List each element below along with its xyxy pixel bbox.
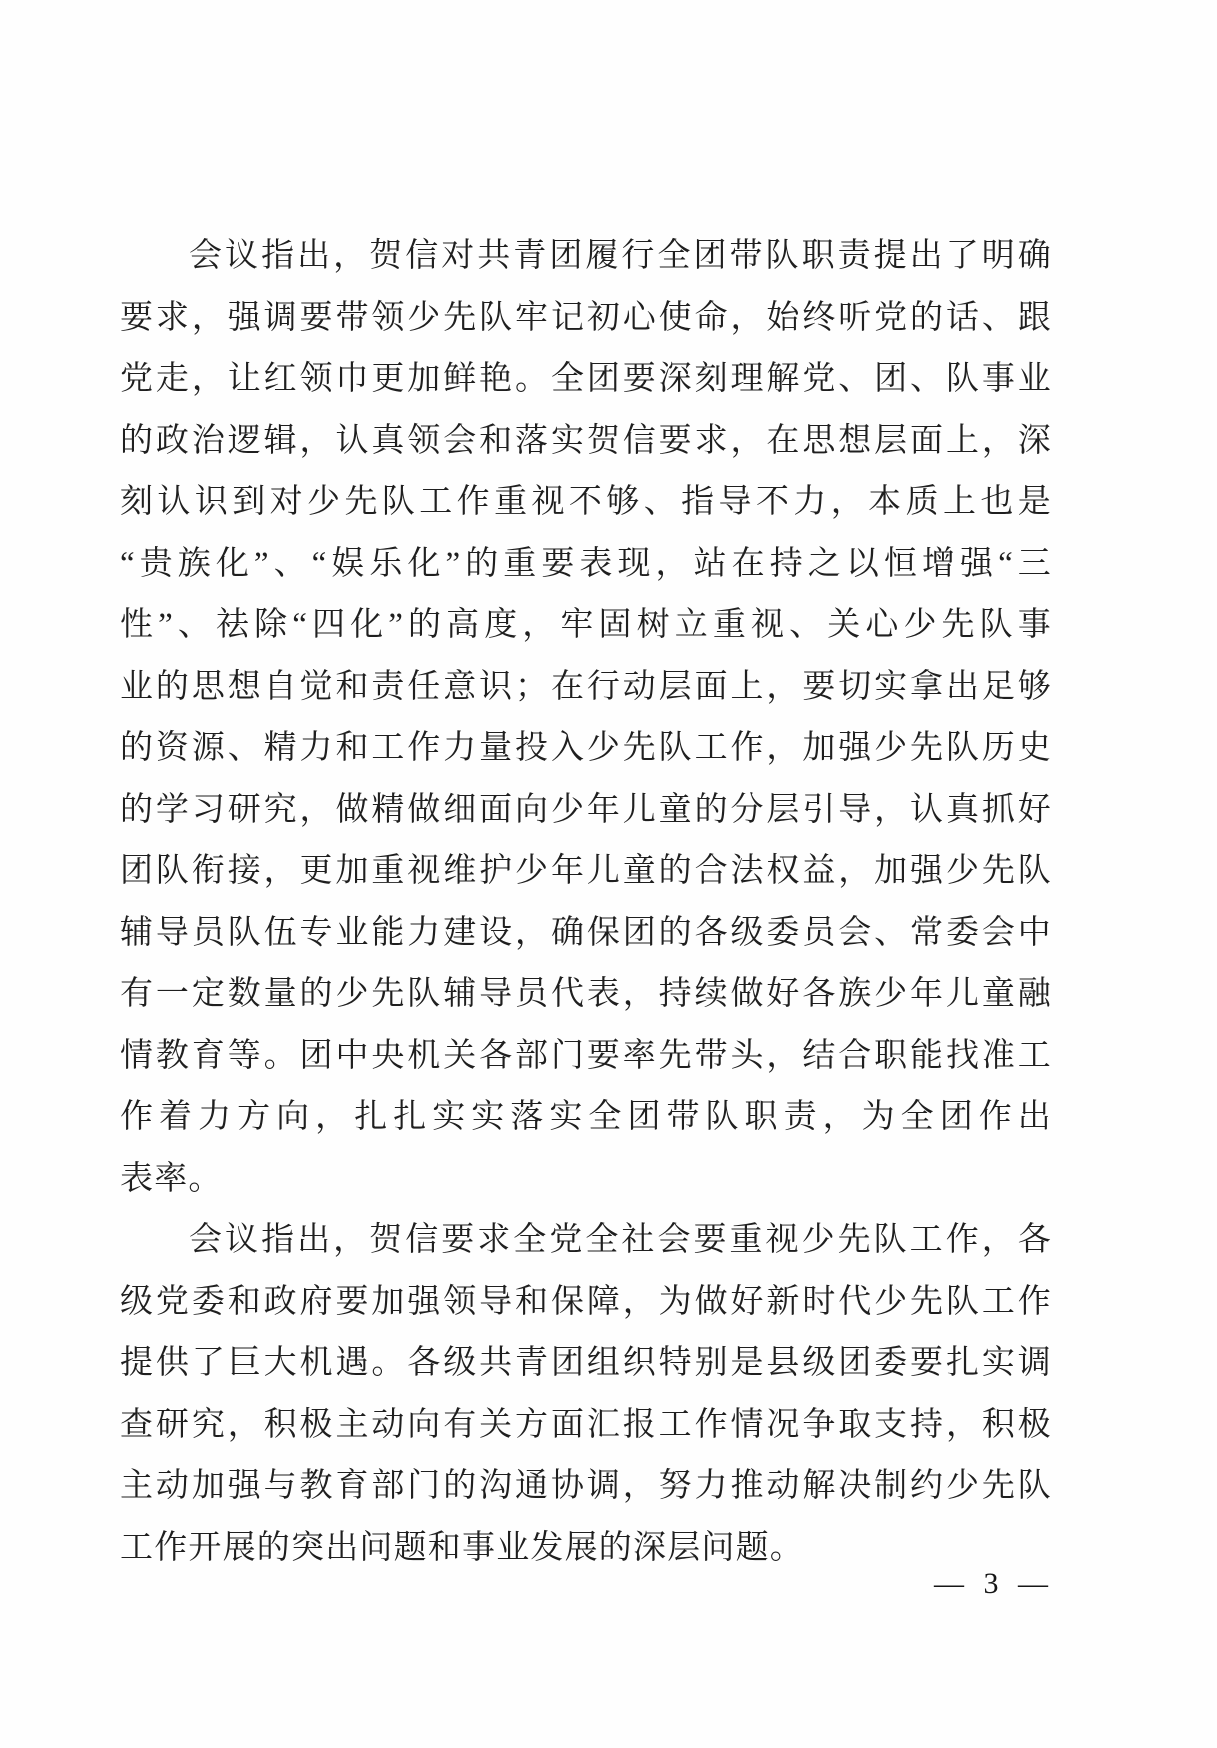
text-line: 作着力方向，扎扎实实落实全团带队职责，为全团作出 xyxy=(120,1099,1052,1135)
text-line: 的资源、精力和工作力量投入少先队工作，加强少先队历史 xyxy=(120,730,1052,766)
text-line: 查研究，积极主动向有关方面汇报工作情况争取支持，积极 xyxy=(120,1406,1052,1443)
text-line: 主动加强与教育部门的沟通协调，努力推动解决制约少先队 xyxy=(120,1468,1052,1504)
text-line: 有一定数量的少先队辅导员代表，持续做好各族少年儿童融 xyxy=(120,976,1052,1012)
text-line: 级党委和政府要加强领导和保障，为做好新时代少先队工作 xyxy=(120,1283,1052,1320)
text-line: 的政治逻辑，认真领会和落实贺信要求，在思想层面上，深 xyxy=(120,422,1052,459)
text-line: 提供了巨大机遇。各级共青团组织特别是县级团委要扎实调 xyxy=(120,1345,1052,1381)
paragraph xyxy=(120,226,1052,1210)
text-line: 表率。 xyxy=(120,1160,223,1197)
text-line: 业的思想自觉和责任意识；在行动层面上，要切实拿出足够 xyxy=(120,668,1052,705)
text-line: 要求，强调要带领少先队牢记初心使命，始终听党的话、跟 xyxy=(120,299,1052,336)
text-line: 会议指出，贺信要求全党全社会要重视少先队工作，各 xyxy=(189,1222,1052,1258)
paragraph xyxy=(120,1210,1052,1579)
document-body xyxy=(120,226,1052,1579)
page-number: — 3 — xyxy=(934,1567,1050,1600)
text-line: 性”、祛除“四化”的高度，牢固树立重视、关心少先队事 xyxy=(120,607,1052,643)
text-line: 情教育等。团中央机关各部门要率先带头，结合职能找准工 xyxy=(120,1037,1052,1074)
text-line: 党走，让红领巾更加鲜艳。全团要深刻理解党、团、队事业 xyxy=(120,361,1052,397)
text-line: 的学习研究，做精做细面向少年儿童的分层引导，认真抓好 xyxy=(120,791,1052,828)
text-line: 工作开展的突出问题和事业发展的深层问题。 xyxy=(120,1529,804,1566)
text-line: “贵族化”、“娱乐化”的重要表现，站在持之以恒增强“三 xyxy=(120,545,1052,582)
text-line: 会议指出，贺信对共青团履行全团带队职责提出了明确 xyxy=(189,238,1052,274)
text-line: 刻认识到对少先队工作重视不够、指导不力，本质上也是 xyxy=(120,484,1052,520)
text-line: 团队衔接，更加重视维护少年儿童的合法权益，加强少先队 xyxy=(120,853,1052,889)
text-line: 辅导员队伍专业能力建设，确保团的各级委员会、常委会中 xyxy=(120,914,1052,951)
